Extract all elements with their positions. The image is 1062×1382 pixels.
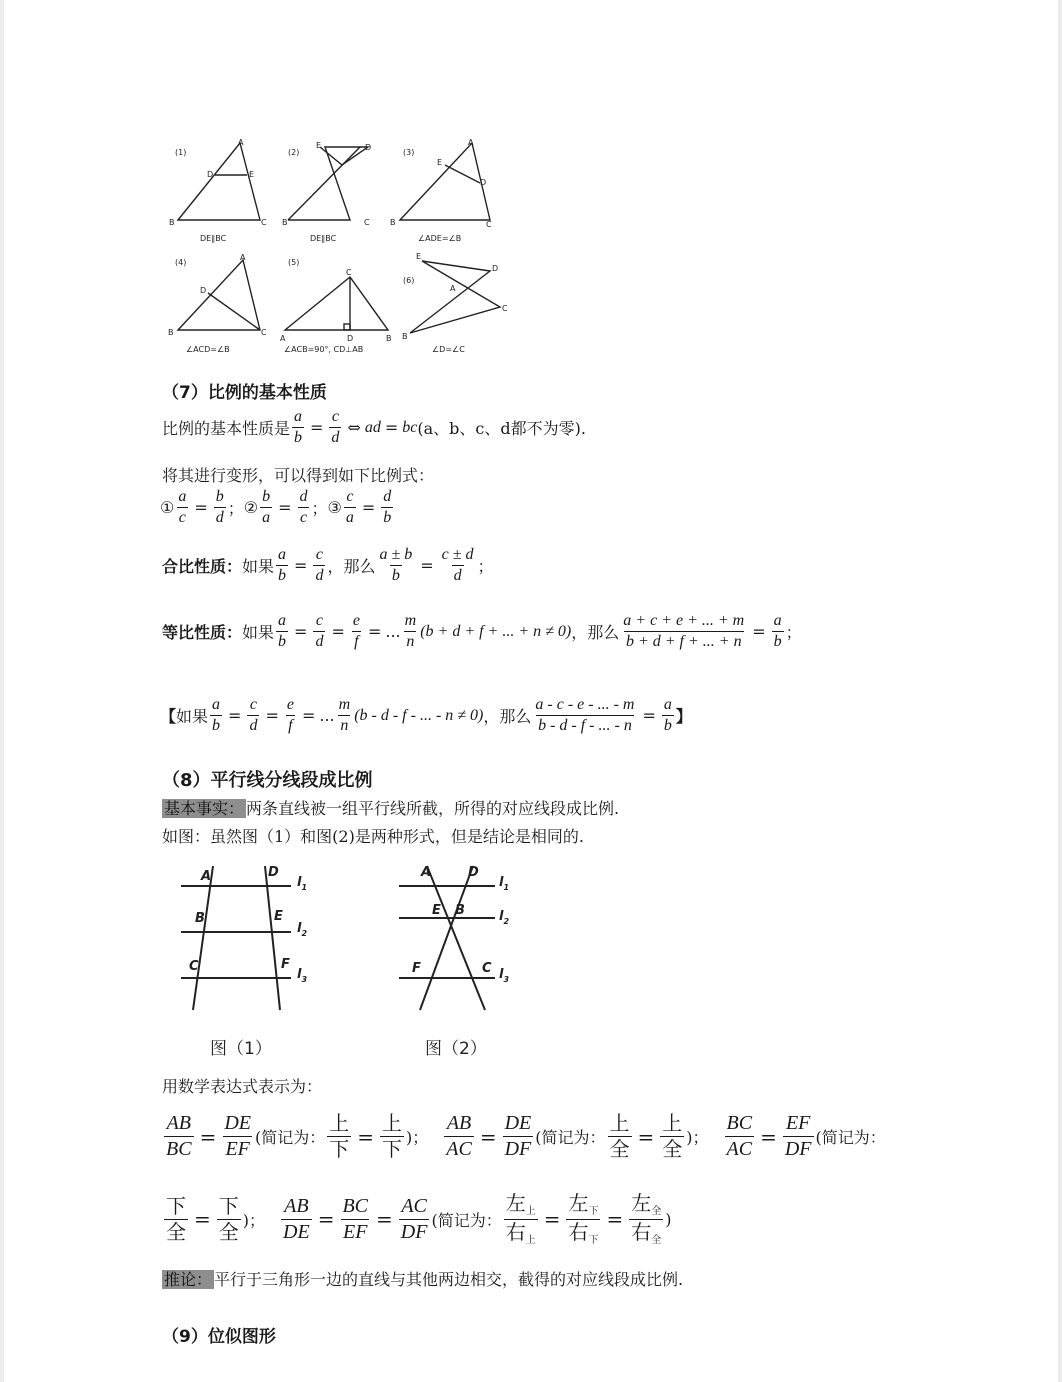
fig5-label-a: A <box>280 334 286 343</box>
corollary-line <box>162 1267 683 1290</box>
fig1-label-a: A <box>201 869 212 884</box>
corollary-label: 推论： <box>164 1270 213 1289</box>
fig6-number: (6) <box>403 276 415 285</box>
fig1-label-l2: $l_2$ <box>297 921 308 938</box>
fig2-label-b: B <box>455 903 465 918</box>
fig5-label-c: C <box>346 268 352 277</box>
iff-symbol: ⇔ <box>347 418 361 438</box>
fig6-label-d: D <box>492 264 499 273</box>
derived-proportions-line: ① $\frac{a}{c}$ = $\frac{b}{d}$ ； ② $\frac{b}{a}$ = $\frac{d}{c}$ ； ③ $\frac{c}{a}$ = $\frac{d}{b}$ <box>160 488 392 527</box>
fig4-number: (4) <box>175 258 187 267</box>
expr-intro-line: 用数学表达式表示为： <box>162 1077 323 1096</box>
fig2-label-e: E <box>432 903 441 918</box>
basic-fact-label: 基本事实： <box>164 799 245 818</box>
fig1-label-f: F <box>281 957 290 972</box>
fig2-label-c: C <box>482 961 492 976</box>
fig2-label-a: A <box>421 865 432 880</box>
fig1-label-e: E <box>274 909 283 924</box>
page-right-edge <box>1058 0 1062 1382</box>
fig1-caption: 图（1） <box>210 1039 272 1059</box>
fig2-lines <box>288 147 368 220</box>
fig3-label-c: C <box>486 220 492 229</box>
fig3-number: (3) <box>403 148 415 157</box>
corollary-text: 平行于三角形一边的直线与其他两边相交，截得的对应线段成比例. <box>214 1270 684 1289</box>
fig5-label-d: D <box>347 334 354 343</box>
fig2-caption: DE∥BC <box>310 234 337 243</box>
fig3-de-line <box>445 165 480 183</box>
transform-line: 将其进行变形，可以得到如下比例式： <box>162 466 435 485</box>
fig2-label-d: D <box>468 865 479 880</box>
ratio-expr-line-1: $\frac{AB}{BC}$ = $\frac{DE}{EF}$ (简记为： $\frac{\text{上}}{\text{下}}$ = $\frac{\text{上}}{\text{下}}$ )； $\frac{AB}{AC}$ = $\frac{DE}{DF}$ (简记为： $\frac{\text{上}}{\text{全}}$ = $\frac{\text{上}}{\text{全}}$ )； $\frac{BC}{AC}$ = $\frac{EF}{DF}$ (简记为： <box>166 1111 886 1161</box>
fig2-label-c: C <box>364 218 370 227</box>
similar-triangles-figures <box>160 135 510 360</box>
fig5-label-b: B <box>386 334 392 343</box>
fig2-number: (2) <box>288 148 300 157</box>
fig1-label-c: C <box>261 218 267 227</box>
basic-fact-text: 两条直线被一组平行线所截，所得的对应线段成比例. <box>246 799 620 818</box>
fig4-label-c: C <box>261 328 267 337</box>
fig4-label-d: D <box>200 286 207 295</box>
fig2-label-l2: $l_2$ <box>499 909 510 926</box>
fig4-caption: ∠ACD=∠B <box>186 345 230 354</box>
as-shown-line: 如图：虽然图（1）和图(2)是两种形式，但是结论是相同的. <box>162 827 584 846</box>
fig3-label-b: B <box>390 218 396 227</box>
fig1-label-l3: $l_3$ <box>297 967 308 984</box>
fig1-label-a: A <box>238 138 244 147</box>
fig2-label-f: F <box>412 961 421 976</box>
fig1-label-l1: $l_1$ <box>297 875 308 892</box>
section-7-heading: （7）比例的基本性质 <box>162 383 327 403</box>
fig1-label-d: D <box>207 170 214 179</box>
section-9-heading: （9）位似图形 <box>162 1327 276 1347</box>
fig1-label-b: B <box>195 911 205 926</box>
equal-ratio-label: 等比性质： <box>162 623 243 643</box>
ratio-expr-line-2: $\frac{\text{下}}{\text{全}}$ = $\frac{\text{下}}{\text{全}}$ )； $\frac{AB}{DE}$ = $\frac{BC}{EF}$ = $\frac{AC}{DF}$ (简记为： $\frac{左_上}{右_上}$ = $\frac{左_下}{右_下}$ = $\frac{左_全}{右_全}$ ) <box>166 1191 672 1246</box>
fig5-triangle <box>285 277 388 330</box>
fig1-caption: DE∥BC <box>200 234 227 243</box>
equal-ratio-minus-line: 【 如果 $\frac{a}{b}$ = $\frac{c}{d}$ = $\frac{e}{f}$ = ... $\frac{m}{n}$ (b - d - f - ... - n ≠ 0) ，那么 $\frac{a - c - e - ... - m}{b - d - f - ... - n}$ = $\frac{a}{b}$ 】 <box>160 696 692 735</box>
fig6-label-e: E <box>416 252 422 261</box>
fig3-label-a: A <box>468 138 474 147</box>
fig1-label-b: B <box>169 218 175 227</box>
fig2-label-b: B <box>282 218 288 227</box>
sum-property-line: 合比性质： 如果 $\frac{a}{b}$ = $\frac{c}{d}$ ，那么 $\frac{a \pm b}{b}$ = $\frac{c \pm d}{d}$ ； <box>162 546 494 585</box>
fig1-triangle <box>178 143 260 220</box>
fig2-label-l1: $l_1$ <box>499 875 510 892</box>
basic-prefix: 比例的基本性质是 <box>162 419 291 439</box>
fig3-label-e: E <box>437 158 443 167</box>
fig3-label-d: D <box>480 178 487 187</box>
fig4-label-a: A <box>240 253 246 262</box>
fig1-label-c: C <box>189 959 199 974</box>
fig6-label-a: A <box>450 284 456 293</box>
basic-fact-line <box>162 796 619 819</box>
fig1-label-e: E <box>249 170 255 179</box>
sum-property-label: 合比性质： <box>162 557 243 577</box>
fig5-number: (5) <box>288 258 300 267</box>
fig2-label-d: D <box>365 143 372 152</box>
fig3-caption: ∠ADE=∠B <box>418 234 462 243</box>
fig6-label-c: C <box>502 304 508 313</box>
fig6-label-b: B <box>402 332 408 341</box>
fig2-caption: 图（2） <box>425 1039 487 1059</box>
basic-condition: (a、b、c、d都不为零). <box>417 419 586 439</box>
frac-a-b: $\frac{a}{b}$ <box>294 408 303 447</box>
parallel-lines-figures <box>175 858 515 1063</box>
fig2-label-l3: $l_3$ <box>499 967 510 984</box>
equal-ratio-property-line: 等比性质： 如果 $\frac{a}{b}$ = $\frac{c}{d}$ = $\frac{e}{f}$ = ... $\frac{m}{n}$ (b + d + f + ... + n ≠ 0) ，那么 $\frac{a + c + e + ... + m}{b + d + f + ... + n}$ = $\frac{a}{b}$ ； <box>162 612 802 651</box>
frac-c-d: $\frac{c}{d}$ <box>331 408 340 447</box>
fig6-line1 <box>410 261 490 333</box>
fig4-label-b: B <box>168 328 174 337</box>
page-left-edge <box>0 0 4 1382</box>
fig2-label-e: E <box>316 141 322 150</box>
fig1-number: (1) <box>175 148 187 157</box>
fig6-caption: ∠D=∠C <box>432 345 465 354</box>
fig1-label-d: D <box>268 865 279 880</box>
section-8-heading: （8）平行线分线段成比例 <box>162 770 373 791</box>
basic-property-line: 比例的基本性质是 $\frac{a}{b}$ = $\frac{c}{d}$ ⇔ ad = bc (a、b、c、d都不为零). <box>162 408 586 447</box>
fig4-triangle <box>178 260 260 330</box>
fig5-caption: ∠ACB=90°, CD⊥AB <box>284 345 364 354</box>
